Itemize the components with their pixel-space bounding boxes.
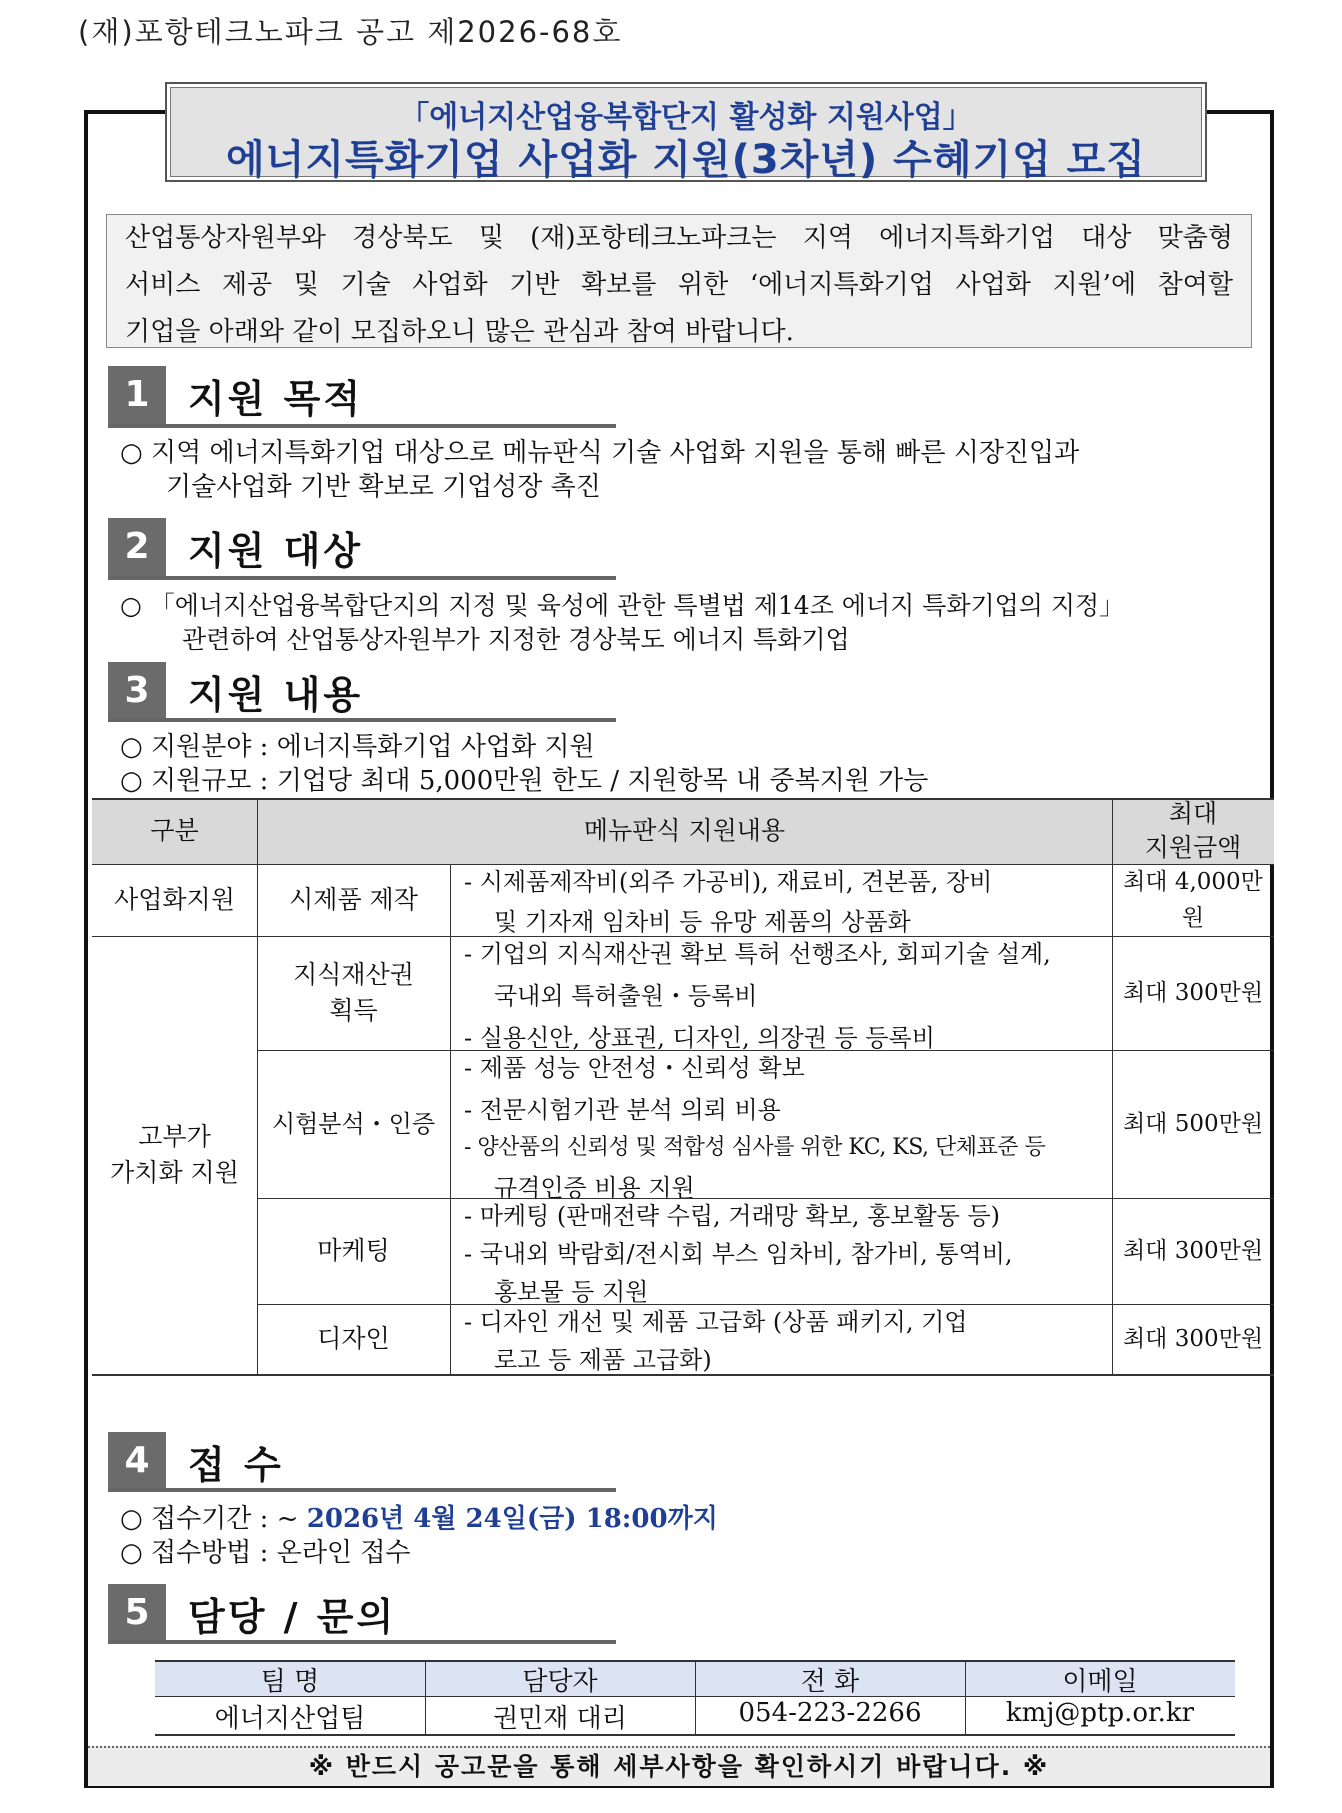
section-title: 담당 / 문의 xyxy=(188,1595,397,1639)
content-line: 규격인증 비용 지원 xyxy=(494,1174,695,1202)
item-cell: 디자인 xyxy=(317,1324,390,1353)
item-cell: 시제품 제작 xyxy=(289,885,418,914)
table-border xyxy=(92,864,1274,865)
section-number: 1 xyxy=(108,366,166,424)
program-title: 「에너지산업융복합단지 활성화 지원사업」 xyxy=(399,100,973,135)
bullet-text: ○ 접수기간 : ~ 2026년 4월 24일(금) 18:00까지 xyxy=(120,1504,718,1534)
content-line: - 실용신안, 상표권, 디자인, 의장권 등 등록비 xyxy=(464,1024,935,1052)
content-line: 로고 등 제품 고급화) xyxy=(494,1346,712,1374)
section-number: 3 xyxy=(108,662,166,720)
section-title: 지원 목적 xyxy=(188,377,364,421)
content-line: - 마케팅 (판매전략 수립, 거래망 확보, 홍보활동 등) xyxy=(464,1202,1000,1230)
bullet-text: 기술사업화 기반 확보로 기업성장 촉진 xyxy=(166,472,601,502)
intro-line: 기업을 아래와 같이 모집하오니 많은 관심과 참여 바랍니다. xyxy=(125,317,794,347)
bullet-text: 관련하여 산업통상자원부가 지정한 경상북도 에너지 특화기업 xyxy=(182,625,850,654)
section-number: 4 xyxy=(108,1432,166,1490)
intro-line: 산업통상자원부와 경상북도 및 (재)포항테크노파크는 지역 에너지특화기업 대상 맞춤형 xyxy=(125,223,1233,253)
intro-box xyxy=(106,214,1252,348)
section-underline xyxy=(108,576,616,580)
table-border xyxy=(92,798,1274,800)
section-underline xyxy=(108,718,616,722)
content-line: 및 기자재 임차비 등 유망 제품의 상품화 xyxy=(494,908,911,936)
title-box xyxy=(165,82,1207,182)
header-content: 메뉴판식 지원내용 xyxy=(583,816,786,845)
content-line: - 국내외 박람회/전시회 부스 임차비, 참가비, 통역비, xyxy=(464,1240,1013,1268)
table-border xyxy=(92,1374,1274,1376)
content-line: - 양산품의 신뢰성 및 적합성 심사를 위한 KC, KS, 단체표준 등 xyxy=(464,1135,1046,1160)
amount-cell: 최대 300만원 xyxy=(1122,1326,1264,1352)
contact-phone[interactable]: 054-223-2266 xyxy=(738,1698,922,1728)
amount-cell: 최대 300만원 xyxy=(1122,1238,1264,1264)
table-border xyxy=(257,1050,1274,1051)
table-border xyxy=(257,798,258,1374)
table-border xyxy=(257,1304,1274,1305)
item-cell: 시험분석・인증 xyxy=(271,1110,436,1138)
category-commercial: 사업화지원 xyxy=(114,885,235,914)
content-line: - 시제품제작비(외주 가공비), 재료비, 견본품, 장비 xyxy=(464,868,993,896)
amount-cell: 최대 300만원 xyxy=(1122,980,1264,1006)
bullet-text: ○ 지원규모 : 기업당 최대 5,000만원 한도 / 지원항목 내 중복지원 가능 xyxy=(120,766,929,796)
page-title: 에너지특화기업 사업화 지원(3차년) 수혜기업 모집 xyxy=(226,137,1146,183)
section-number: 2 xyxy=(108,518,166,576)
section-underline xyxy=(108,1488,616,1492)
bullet-text: ○ 「에너지산업융복합단지의 지정 및 육성에 관한 특별법 제14조 에너지 특화기업의 지정」 xyxy=(120,591,1125,620)
content-line: - 전문시험기관 분석 의뢰 비용 xyxy=(464,1096,781,1124)
table-border xyxy=(425,1660,426,1734)
section-number: 5 xyxy=(108,1584,166,1642)
contact-header-email: 이메일 xyxy=(1062,1667,1138,1697)
item-cell: 마케팅 xyxy=(317,1236,390,1265)
amount-cell: 최대 4,000만원 xyxy=(1123,869,1263,931)
contact-team: 에너지산업팀 xyxy=(214,1704,366,1734)
section-title: 지원 대상 xyxy=(188,529,364,573)
table-border xyxy=(695,1660,696,1734)
bullet-text: ○ 접수방법 : 온라인 접수 xyxy=(120,1538,411,1568)
amount-cell: 최대 500만원 xyxy=(1122,1111,1264,1137)
content-line: - 기업의 지식재산권 확보 특허 선행조사, 회피기술 설계, xyxy=(464,940,1051,968)
bullet-text: ○ 지역 에너지특화기업 대상으로 메뉴판식 기술 사업화 지원을 통해 빠른 시장진입과 xyxy=(120,438,1080,468)
content-line: 홍보물 등 지원 xyxy=(494,1278,649,1306)
content-line: 국내외 특허출원・등록비 xyxy=(494,982,758,1010)
contact-header-phone: 전 화 xyxy=(800,1667,860,1697)
content-line: - 제품 성능 안전성・신뢰성 확보 xyxy=(464,1054,805,1082)
deadline-date: 2026년 4월 24일(금) 18:00까지 xyxy=(306,1504,718,1534)
contact-header-person: 담당자 xyxy=(522,1667,598,1697)
table-border xyxy=(965,1660,966,1734)
table-border xyxy=(1112,798,1113,1374)
contact-email-link[interactable]: kmj@ptp.or.kr xyxy=(1005,1698,1195,1728)
category-value: 고부가 가치화 지원 xyxy=(110,1122,239,1187)
table-border xyxy=(257,1198,1274,1199)
item-cell: 지식재산권 획득 xyxy=(293,960,414,1025)
footer-notice: ※ 반드시 공고문을 통해 세부사항을 확인하시기 바랍니다. ※ xyxy=(88,1746,1270,1786)
contact-person: 권민재 대리 xyxy=(493,1704,627,1734)
contact-header-team: 팀 명 xyxy=(260,1667,320,1697)
section-title: 지원 내용 xyxy=(188,673,364,717)
section-title: 접 수 xyxy=(188,1443,284,1487)
section-underline xyxy=(108,1640,616,1644)
table-border xyxy=(450,864,451,1374)
header-category: 구분 xyxy=(150,816,199,845)
intro-line: 서비스 제공 및 기술 사업화 기반 확보를 위한 ‘에너지특화기업 사업화 지원’에 참여할 xyxy=(125,270,1233,300)
table-border xyxy=(155,1734,1235,1736)
header-amount: 최대 지원금액 xyxy=(1144,799,1242,862)
content-line: - 디자인 개선 및 제품 고급화 (상품 패키지, 기업 xyxy=(464,1308,968,1336)
table-border xyxy=(92,936,1274,937)
notice-number: (재)포항테크노파크 공고 제2026-68호 xyxy=(78,15,623,49)
section-underline xyxy=(108,424,616,428)
bullet-text: ○ 지원분야 : 에너지특화기업 사업화 지원 xyxy=(120,732,595,762)
